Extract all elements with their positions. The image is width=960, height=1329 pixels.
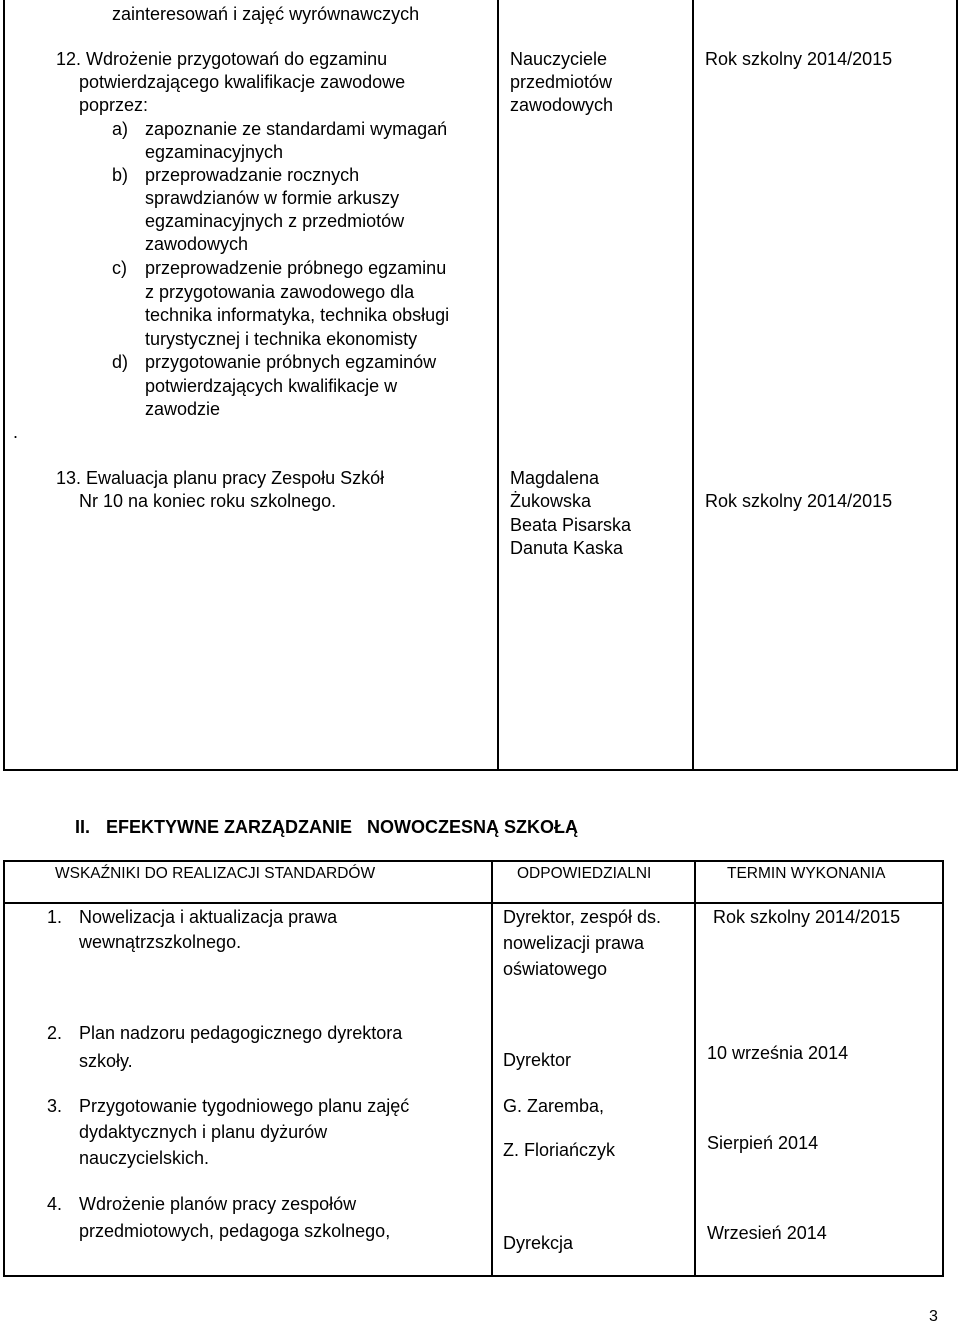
table1-bottom-border — [3, 769, 958, 771]
table1-right-border — [956, 0, 958, 771]
row2-task-line-2: szkoły. — [79, 1051, 133, 1071]
item-d-marker: d) — [112, 352, 129, 372]
row2-deadline: 10 września 2014 — [707, 1043, 849, 1063]
header-responsible: ODPOWIEDZIALNI — [517, 865, 652, 882]
row1-deadline: Rok szkolny 2014/2015 — [713, 907, 901, 927]
table1-left-border — [3, 0, 5, 771]
row12-task-line-1: 12. Wdrożenie przygotowań do egzaminu — [56, 49, 388, 69]
item-b-line-1: przeprowadzanie rocznych — [145, 165, 360, 185]
row2-task-line-1: Plan nadzoru pedagogicznego dyrektora — [79, 1023, 403, 1043]
table2-col-divider-1 — [491, 860, 493, 1277]
table1-col-divider-1 — [497, 0, 499, 771]
item-a-line-1: zapoznanie ze standardami wymagań — [145, 119, 448, 139]
row13-responsible-line-4: Danuta Kaska — [510, 538, 624, 558]
row3-task-line-2: dydaktycznych i planu dyżurów — [79, 1122, 328, 1142]
row13-task-line-2: Nr 10 na koniec roku szkolnego. — [79, 491, 337, 511]
row4-task-line-2: przedmiotowych, pedagoga szkolnego, — [79, 1221, 391, 1241]
table2-header-bottom-border — [3, 902, 944, 904]
row1-responsible-line-2: nowelizacji prawa — [503, 933, 645, 953]
row12-deadline: Rok szkolny 2014/2015 — [705, 49, 893, 69]
table2-right-border — [942, 860, 944, 1277]
row1-task-line-1: Nowelizacja i aktualizacja prawa — [79, 907, 338, 927]
row2-responsible: Dyrektor — [503, 1050, 572, 1070]
row4-deadline: Wrzesień 2014 — [707, 1223, 827, 1243]
row4-responsible: Dyrekcja — [503, 1233, 574, 1253]
table2-bottom-border — [3, 1275, 944, 1277]
item-c-marker: c) — [112, 258, 127, 278]
item-b-line-3: egzaminacyjnych z przedmiotów — [145, 211, 405, 231]
row3-deadline: Sierpień 2014 — [707, 1133, 819, 1153]
item-b-line-2: sprawdzianów w formie arkuszy — [145, 188, 400, 208]
table2-left-border — [3, 860, 5, 1277]
row1-task-line-2: wewnątrzszkolnego. — [79, 932, 242, 952]
row3-responsible-line-1: G. Zaremba, — [503, 1096, 605, 1116]
item-c-line-1: przeprowadzenie próbnego egzaminu — [145, 258, 447, 278]
item-d-line-3: zawodzie — [145, 399, 221, 419]
row11-tail-text: zainteresowań i zajęć wyrównawczych — [112, 4, 420, 24]
table1-col-divider-2 — [692, 0, 694, 771]
row2-number: 2. — [47, 1023, 63, 1043]
row13-task-line-1: 13. Ewaluacja planu pracy Zespołu Szkół — [56, 468, 385, 488]
item-b-marker: b) — [112, 165, 129, 185]
section-2-title — [75, 816, 578, 840]
section-2-number: II. — [75, 817, 91, 837]
row4-task-line-1: Wdrożenie planów pracy zespołów — [79, 1194, 357, 1214]
header-indicators: WSKAŹNIKI DO REALIZACJI STANDARDÓW — [55, 865, 376, 882]
row4-number: 4. — [47, 1194, 63, 1214]
row13-responsible-line-1: Magdalena — [510, 468, 600, 488]
item-d-line-2: potwierdzających kwalifikacje w — [145, 376, 398, 396]
item-c-line-4: turystycznej i technika ekonomisty — [145, 329, 418, 349]
row3-task-line-1: Przygotowanie tygodniowego planu zajęć — [79, 1096, 410, 1116]
row12-responsible-line-3: zawodowych — [510, 95, 614, 115]
item-c-line-3: technika informatyka, technika obsługi — [145, 305, 450, 325]
item-c-line-2: z przygotowania zawodowego dla — [145, 282, 415, 302]
row3-number: 3. — [47, 1096, 63, 1116]
item-a-line-2: egzaminacyjnych — [145, 142, 284, 162]
row12-task-line-3: poprzez: — [79, 95, 149, 115]
row3-task-line-3: nauczycielskich. — [79, 1148, 210, 1168]
row13-responsible-line-3: Beata Pisarska — [510, 515, 632, 535]
item-b-line-4: zawodowych — [145, 234, 249, 254]
item-a-marker: a) — [112, 119, 129, 139]
row1-responsible-line-3: oświatowego — [503, 959, 608, 979]
row3-responsible-line-2: Z. Floriańczyk — [503, 1140, 616, 1160]
row12-responsible-line-2: przedmiotów — [510, 72, 613, 92]
row13-responsible-line-2: Żukowska — [510, 491, 592, 511]
stray-dot: . — [13, 422, 19, 442]
row1-number: 1. — [47, 907, 63, 927]
row12-responsible-line-1: Nauczyciele — [510, 49, 608, 69]
row1-responsible-line-1: Dyrektor, zespół ds. — [503, 907, 662, 927]
section-2-title-text: EFEKTYWNE ZARZĄDZANIE NOWOCZESNĄ SZKOŁĄ — [106, 817, 578, 837]
row12-task-line-2: potwierdzającego kwalifikacje zawodowe — [79, 72, 406, 92]
item-d-line-1: przygotowanie próbnych egzaminów — [145, 352, 437, 372]
table2-col-divider-2 — [694, 860, 696, 1277]
row13-deadline: Rok szkolny 2014/2015 — [705, 491, 893, 511]
header-deadline: TERMIN WYKONANIA — [727, 865, 886, 882]
page-number: 3 — [929, 1308, 938, 1325]
